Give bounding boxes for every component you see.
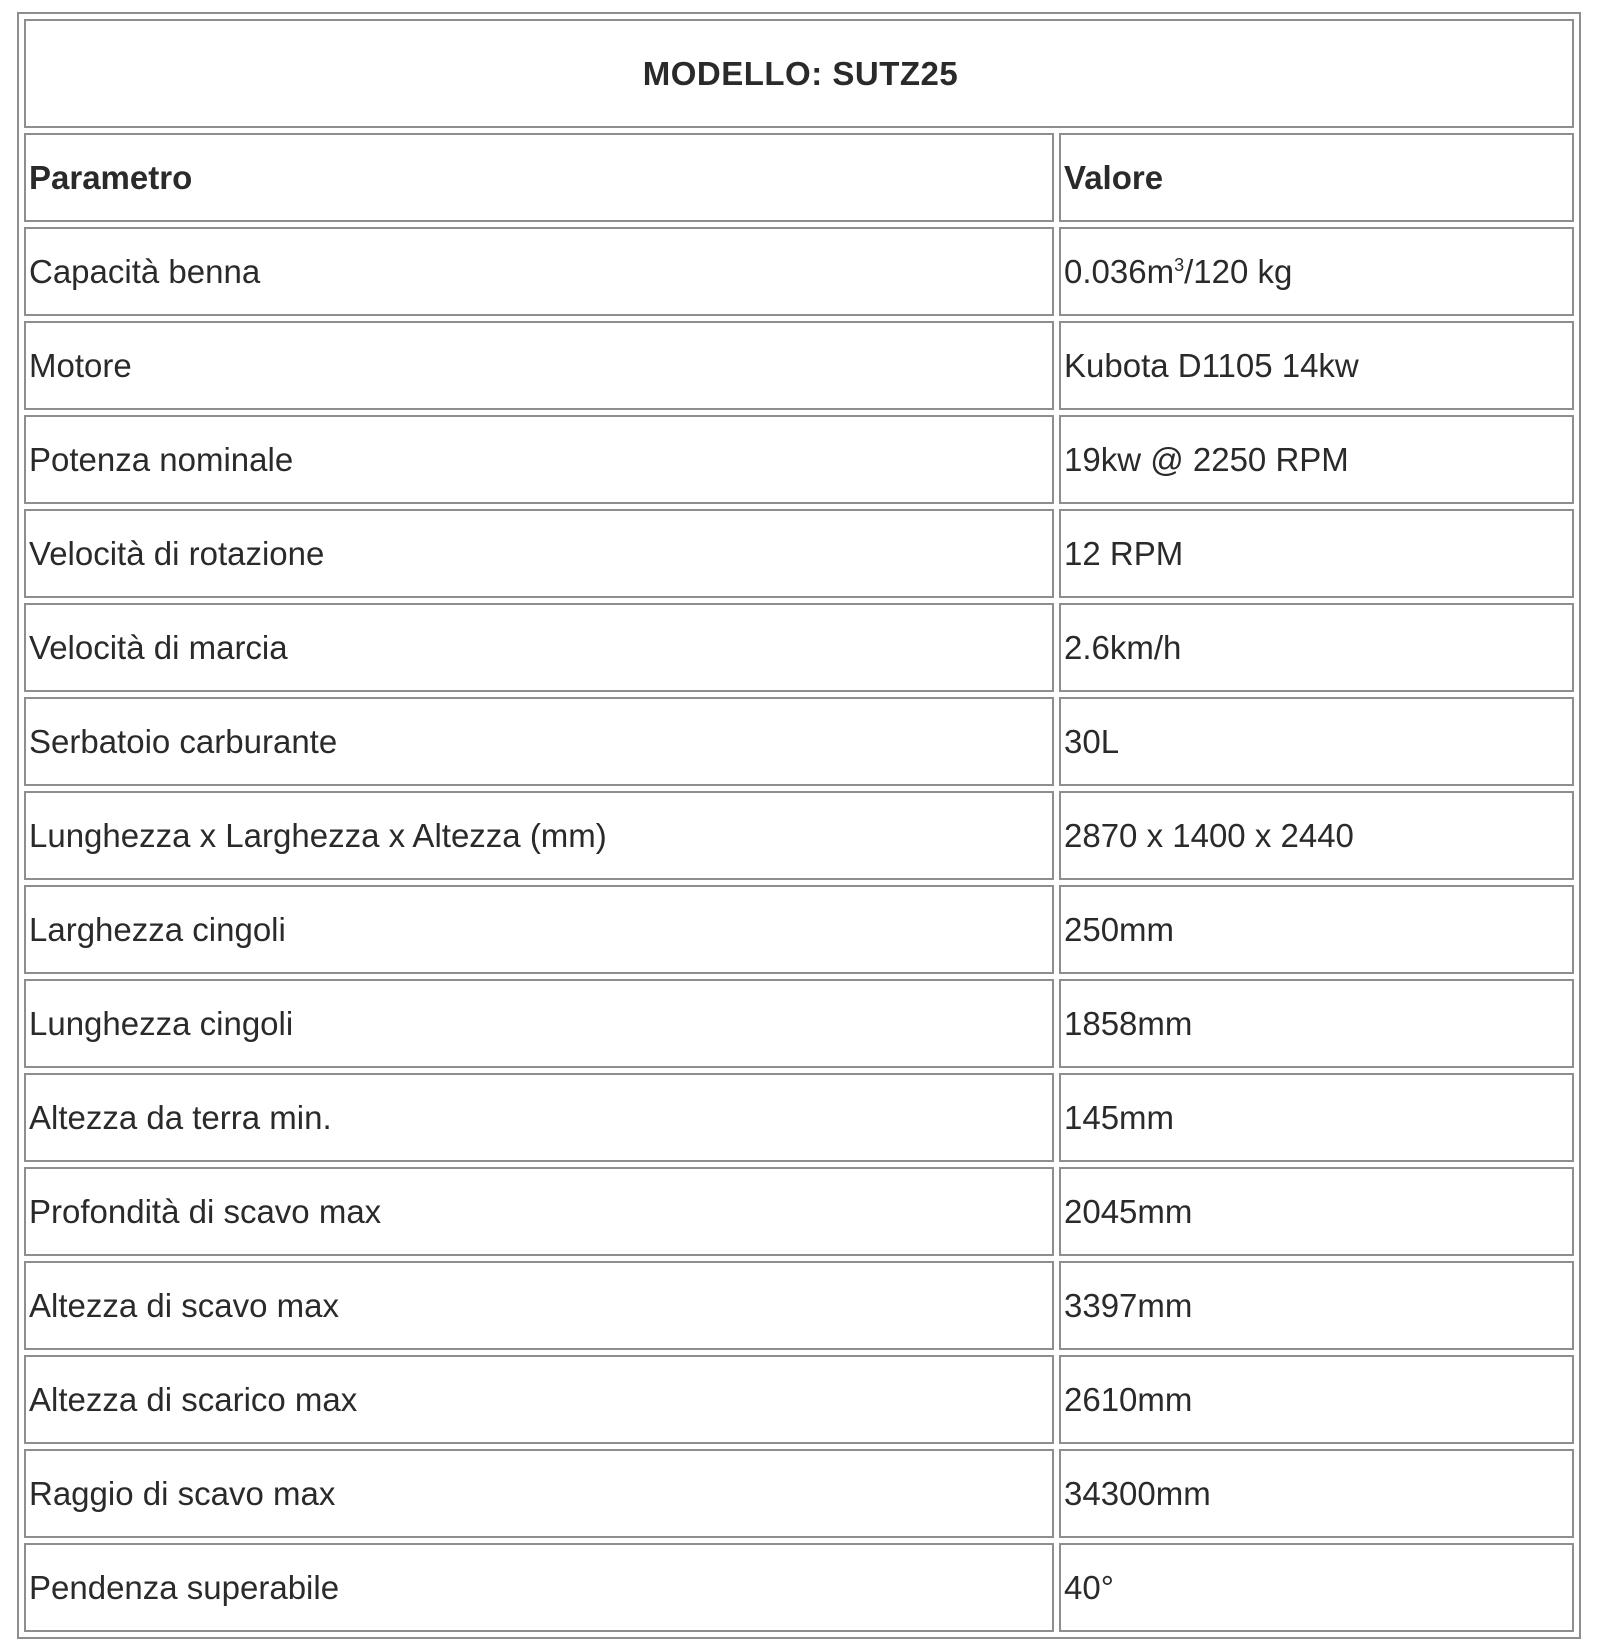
title-row: [24, 19, 1574, 128]
param-cell: Altezza di scarico max: [24, 1355, 1054, 1444]
value-cell: 30L: [1059, 697, 1574, 786]
table-row: [24, 1355, 1574, 1444]
value-suffix: /120 kg: [1184, 252, 1293, 290]
param-cell: Larghezza cingoli: [24, 885, 1054, 974]
table-row: [24, 697, 1574, 786]
value-cell: 34300mm: [1059, 1449, 1574, 1538]
value-cell: 2.6km/h: [1059, 603, 1574, 692]
value-cell: 2045mm: [1059, 1167, 1574, 1256]
table-row: [24, 791, 1574, 880]
table-title: MODELLO: SUTZ25: [24, 19, 1574, 128]
value-cell: 1858mm: [1059, 979, 1574, 1068]
param-cell: Motore: [24, 321, 1054, 410]
param-cell: Altezza da terra min.: [24, 1073, 1054, 1162]
table-row: [24, 321, 1574, 410]
table-row: [24, 1261, 1574, 1350]
table-row: [24, 885, 1574, 974]
value-cell: 19kw @ 2250 RPM: [1059, 415, 1574, 504]
spec-table-container: [17, 12, 1581, 1639]
table-row: [24, 1543, 1574, 1632]
param-cell: Velocità di rotazione: [24, 509, 1054, 598]
table-row: [24, 979, 1574, 1068]
value-base: 0.036m: [1064, 252, 1175, 290]
header-value: Valore: [1059, 133, 1574, 222]
header-row: [24, 133, 1574, 222]
param-cell: Lunghezza x Larghezza x Altezza (mm): [24, 791, 1054, 880]
param-cell: Profondità di scavo max: [24, 1167, 1054, 1256]
param-cell: Velocità di marcia: [24, 603, 1054, 692]
value-cell: 2610mm: [1059, 1355, 1574, 1444]
table-row: [24, 415, 1574, 504]
value-cell: 250mm: [1059, 885, 1574, 974]
value-cell: 145mm: [1059, 1073, 1574, 1162]
table-row: [24, 509, 1574, 598]
table-row: [24, 1167, 1574, 1256]
value-cell: 12 RPM: [1059, 509, 1574, 598]
param-cell: Raggio di scavo max: [24, 1449, 1054, 1538]
value-cell: Kubota D1105 14kw: [1059, 321, 1574, 410]
param-cell: Serbatoio carburante: [24, 697, 1054, 786]
value-cell: 2870 x 1400 x 2440: [1059, 791, 1574, 880]
param-cell: Altezza di scavo max: [24, 1261, 1054, 1350]
spec-table: [17, 12, 1581, 1639]
param-cell: Potenza nominale: [24, 415, 1054, 504]
header-param: Parametro: [24, 133, 1054, 222]
value-cell: 40°: [1059, 1543, 1574, 1632]
param-cell: Capacità benna: [24, 227, 1054, 316]
value-exponent: 3: [1174, 254, 1185, 275]
value-cell: 3397mm: [1059, 1261, 1574, 1350]
table-row: [24, 1073, 1574, 1162]
table-row: [24, 1449, 1574, 1538]
table-row: [24, 603, 1574, 692]
table-row: [24, 227, 1574, 316]
param-cell: Pendenza superabile: [24, 1543, 1054, 1632]
value-cell: [1059, 227, 1574, 316]
param-cell: Lunghezza cingoli: [24, 979, 1054, 1068]
